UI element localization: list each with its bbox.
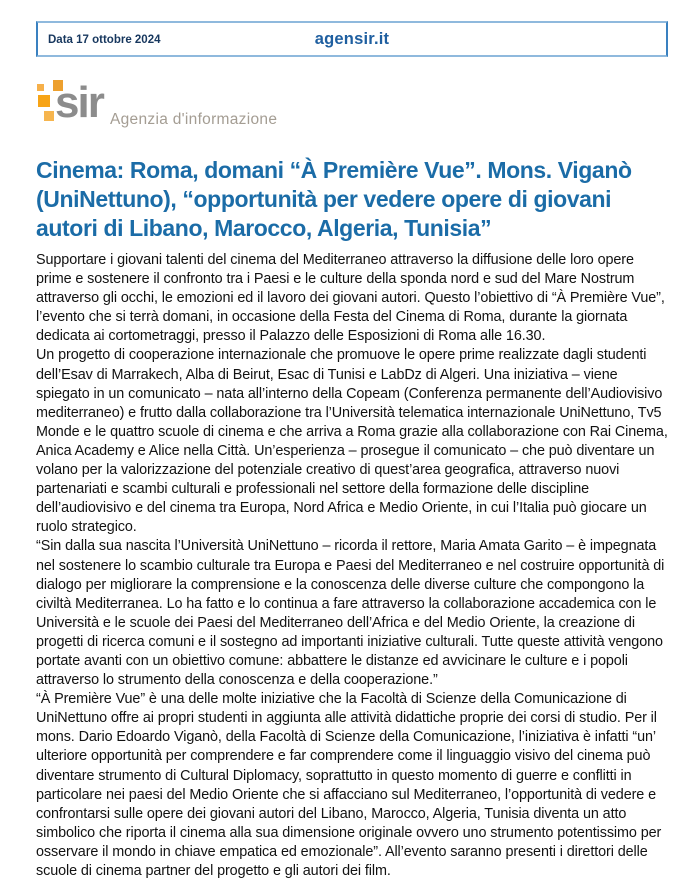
- article-paragraph: Supportare i giovani talenti del cinema del Mediterraneo attraverso la diffusione delle loro opere prime e sostenere il confronto tra i Paesi e le culture della sponda nord e sud del Mare Nostrum attraverso gli occhi, le emozioni ed il lavoro dei giovani autori. Questo l’obiettivo di “À Première Vue”, l’evento che si terrà domani, in occasione della Festa del Cinema di Roma, durante la giornata dedicata ai cortometraggi, presso il Palazzo delle Esposizioni di Roma alle 16.30.: [36, 252, 665, 345]
- header-bar: [36, 21, 668, 57]
- article-title: Cinema: Roma, domani “À Première Vue”. Mons. Viganò (UniNettuno), “opportunità per vedere opere di giovani autori di Libano, Marocco, Algeria, Tunisia”: [36, 157, 632, 241]
- logo-tagline: Agenzia d'informazione: [110, 111, 278, 128]
- logo-brand-text: sir: [55, 78, 103, 127]
- publication-date: Data 17 ottobre 2024: [48, 34, 161, 46]
- article-body: [36, 251, 669, 881]
- article-paragraph: “Sin dalla sua nascita l’Università UniNettuno – ricorda il rettore, Maria Amata Garito – è impegnata nel sostenere lo scambio culturale tra Europa e Paesi del Mediterraneo e nel costruire opportunità di dialogo per migliorare la comprensione e la conoscenza delle diverse culture che compongono la civiltà Mediterranea. Lo ha fatto e lo continua a fare attraverso la collaborazione accademica con le Università e le scuole dei Paesi del Mediterraneo dell’Africa e del Medio Oriente, la creazione di progetti di ricerca comuni e il sostegno ad importanti iniziative culturali. Tutte queste attività vengono portate avanti con un obiettivo comune: abbattere le distanze ed avvicinare le culture e i popoli attraverso lo strumento della conoscenza e della cooperazione.”: [36, 538, 665, 689]
- article-paragraph: “À Première Vue” è una delle molte iniziative che la Facoltà di Scienze della Comunicazione di UniNettuno offre ai propri studenti in aggiunta alle attività didattiche proprie dei corsi di studio. Per il mons. Dario Edoardo Viganò, della Facoltà di Scienze della Comunicazione, l’iniziativa è infatti “un’ ulteriore opportunità per comprendere e far comprendere come il linguaggio visivo del cinema può diventare strumento di Cultural Diplomacy, soprattutto in questo momento di guerre e conflitti in particolare nei paesi del Medio Oriente che si affacciano sul Mediterraneo, l’opportunità di vedere e confrontarsi sulle opere dei giovani autori del Libano, Marocco, Algeria, Tunisia diventa un atto simbolico che riporta il cinema alla sua dimensione originale ovvero uno strumento potentissimo per osservare il mondo in chiave empatica ed emozionale”. All’evento saranno presenti i direttori delle scuole di cinema partner del progetto e gli autori dei film.: [36, 691, 662, 879]
- logo-square-icon: [37, 84, 44, 91]
- logo-square-icon: [38, 95, 50, 107]
- sir-logo: [36, 78, 336, 130]
- article-paragraph: Un progetto di cooperazione internazionale che promuove le opere prime realizzate dagli studenti dell’Esav di Marrakech, Alba di Beirut, Esac di Tunisi e LabDz di Algeri. Una iniziativa – viene spiegato in un comunicato – nata all’interno della Copeam (Conferenza permanente dell’Audiovisivo mediterraneo) e frutto dalla collaborazione tra l’Università telematica internazionale UniNettuno, Tv5 Monde e le quattro scuole di cinema e che arriva a Roma grazie alla collaborazione con Rai Cinema, Anica Academy e Alice nella Città. Un’esperienza – prosegue il comunicato – che può diventare un volano per la valorizzazione del potenziale creativo di quest’area geografica, attraverso nuovi partenariati e scambi culturali e professionali nel settore della formazione delle discipline dell’audiovisivo e del cinema tra Europa, Nord Africa e Medio Oriente, in cui l’Italia può giocare un ruolo strategico.: [36, 347, 668, 536]
- site-name-link[interactable]: agensir.it: [314, 29, 390, 48]
- logo-square-icon: [44, 111, 54, 121]
